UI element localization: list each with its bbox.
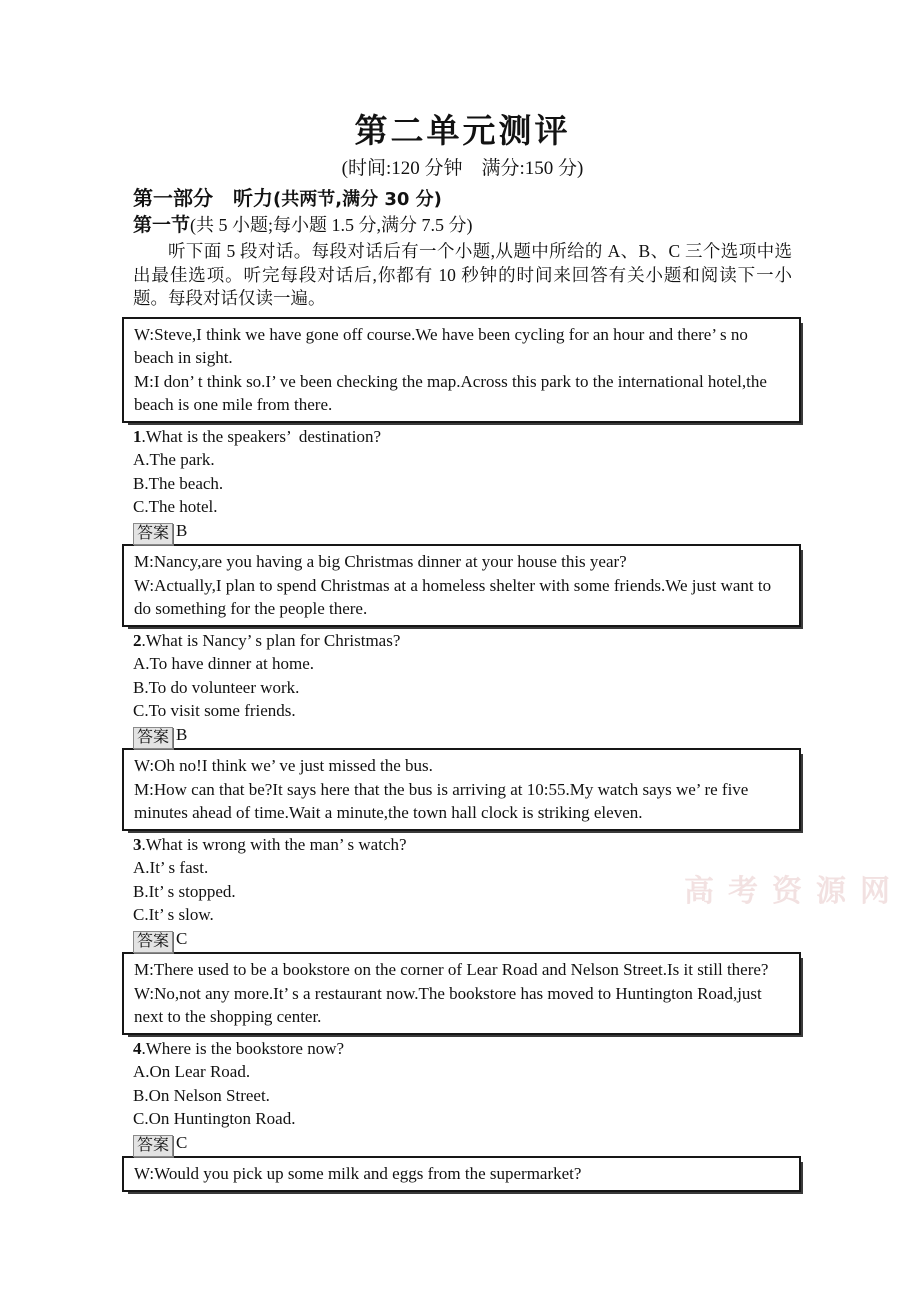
dialogue-line: W:Actually,I plan to spend Christmas at a homeless shelter with some friends.We just want to do something for the people there. (134, 575, 776, 618)
question-text: .What is Nancy’ s plan for Christmas? (141, 630, 401, 650)
part-label: 第一部分 听力 (133, 186, 273, 210)
question-number: 1 (133, 426, 142, 446)
dialogue-line: M:There used to be a bookstore on the corner of Lear Road and Nelson Street.Is it still there? (134, 960, 769, 979)
answer-value: C (176, 928, 188, 948)
dialogue-line: W:Steve,I think we have gone off course.We have been cycling for an hour and there’ s no beach in sight. (134, 324, 753, 367)
dialogue-line: W:No,not any more.It’ s a restaurant now.The bookstore has moved to Huntington Road,just next to the shopping center. (134, 983, 767, 1026)
dialogue-line: W:Would you pick up some milk and eggs from the supermarket? (134, 1164, 582, 1183)
section-note: (共 5 小题;每小题 1.5 分,满分 7.5 分) (190, 215, 473, 235)
question-block (133, 1156, 792, 1192)
option-item: C.On Huntington Road. (133, 1109, 296, 1128)
question-line (133, 833, 792, 857)
question-line (133, 629, 792, 653)
listening-instructions: 听下面 5 段对话。每段对话后有一个小题,从题中所给的 A、B、C 三个选项中选出最佳选项。听完每段对话后,你都有 10 秒钟的时间来回答有关小题和阅读下一小题。每段对话仅读一遍。 (133, 241, 792, 308)
part-heading (133, 185, 792, 213)
option-item: B.To do volunteer work. (133, 677, 300, 697)
section-label: 第一节 (133, 214, 191, 236)
option-item: B.On Nelson Street. (133, 1085, 270, 1105)
option-item: C.The hotel. (133, 497, 218, 516)
answer-value: C (176, 1132, 188, 1152)
dialogue-box (122, 952, 801, 1035)
options-list (133, 856, 792, 927)
answer-badge: 答案 (133, 523, 173, 545)
dialogue-box (122, 1156, 801, 1192)
question-body (133, 425, 792, 543)
dialogue-box (122, 748, 801, 831)
options-list (133, 1060, 792, 1131)
option-item: A.On Lear Road. (133, 1062, 251, 1081)
option-item: C.To visit some friends. (133, 701, 296, 720)
answer-row (133, 927, 792, 951)
question-block (133, 544, 792, 746)
watermark: 高考资源网 (684, 874, 904, 909)
options-list (133, 652, 792, 723)
question-block (133, 748, 792, 950)
question-number: 4 (133, 1038, 142, 1058)
exam-meta: (时间:120 分钟 满分:150 分) (341, 158, 584, 179)
question-block (133, 317, 792, 543)
answer-row (133, 1131, 792, 1155)
dialogue-box (122, 317, 801, 423)
question-body (133, 833, 792, 951)
dialogue-box (122, 544, 801, 627)
answer-value: B (176, 724, 188, 744)
answer-row (133, 723, 792, 747)
question-number: 2 (133, 630, 142, 650)
option-item: A.The park. (133, 450, 215, 469)
dialogue-line: M:How can that be?It says here that the bus is arriving at 10:55.My watch says we’ re five minutes ahead of time.Wait a minute,the town hall clock is striking eleven. (134, 779, 753, 822)
question-line (133, 425, 792, 449)
options-list (133, 448, 792, 519)
option-item: A.To have dinner at home. (133, 654, 315, 673)
question-line (133, 1037, 792, 1061)
question-text: .Where is the bookstore now? (141, 1038, 345, 1058)
answer-row (133, 519, 792, 543)
option-item: A.It’ s fast. (133, 858, 209, 877)
question-text: .What is wrong with the man’ s watch? (141, 834, 407, 854)
question-number: 3 (133, 834, 142, 854)
question-block (133, 952, 792, 1154)
question-text: .What is the speakers’ destination? (141, 426, 381, 446)
question-body (133, 629, 792, 747)
option-item: B.The beach. (133, 473, 224, 493)
question-body (133, 1037, 792, 1155)
answer-badge: 答案 (133, 727, 173, 749)
answer-badge: 答案 (133, 931, 173, 953)
answer-value: B (176, 520, 188, 540)
dialogue-line: W:Oh no!I think we’ ve just missed the bus. (134, 756, 433, 775)
option-item: B.It’ s stopped. (133, 881, 236, 901)
part-note: (共两节,满分 30 分) (273, 189, 442, 210)
option-item: C.It’ s slow. (133, 905, 214, 924)
dialogue-line: M:Nancy,are you having a big Christmas dinner at your house this year? (134, 552, 627, 571)
document-body (133, 112, 792, 1192)
questions-area (133, 317, 792, 1192)
section-heading (133, 213, 792, 238)
page-title: 第二单元测评 (354, 111, 571, 150)
answer-badge: 答案 (133, 1135, 173, 1157)
dialogue-line: M:I don’ t think so.I’ ve been checking the map.Across this park to the international hotel,the beach is one mile from there. (134, 371, 772, 414)
